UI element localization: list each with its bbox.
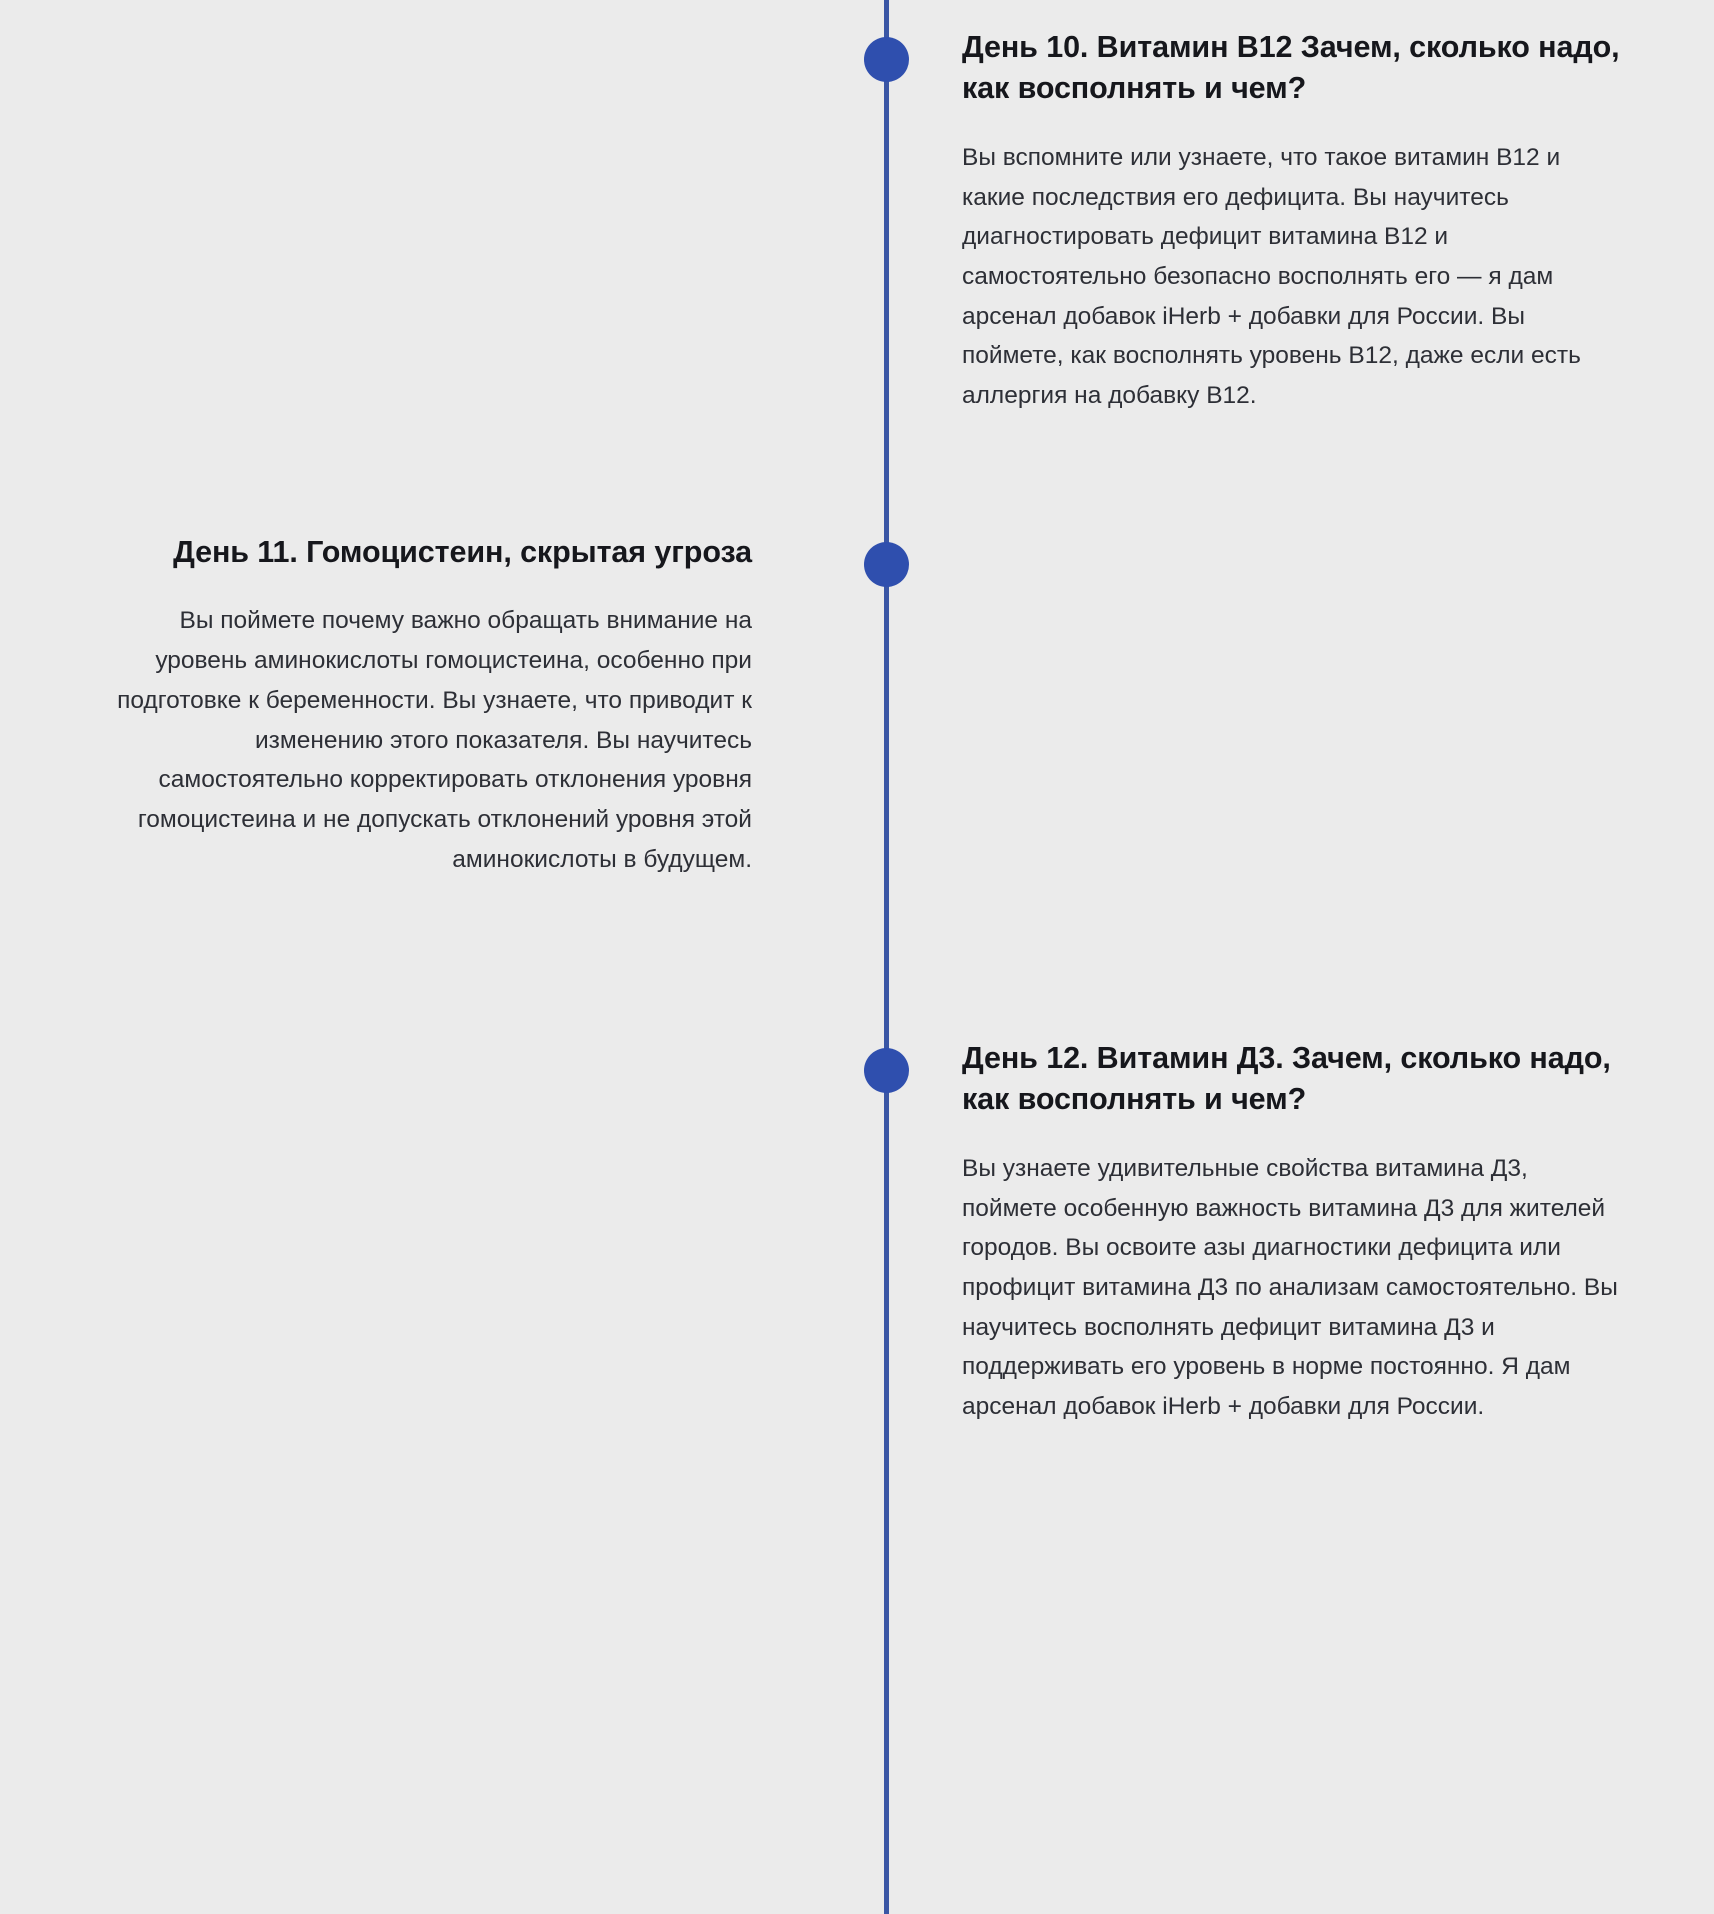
timeline-entry-body: Вы вспомните или узнаете, что такое витамин B12 и какие последствия его дефицита. Вы научитесь диагностировать дефицит витамина B12 и самостоятельно безопасно восполнять его — я дам арсенал добавок iHerb + добавки для России. Вы поймете, как восполнять уровень B12, даже если есть аллергия на добавку B12. bbox=[962, 143, 1581, 410]
timeline-entry-title: День 11. Гомоцистеин, скрытая угроза bbox=[173, 535, 752, 569]
timeline-node-marker bbox=[864, 1048, 909, 1093]
timeline-node-marker bbox=[864, 542, 909, 587]
timeline-entry-body: Вы поймете почему важно обращать внимание на уровень аминокислоты гомоцистеина, особенно при подготовке к беременности. Вы узнаете, что приводит к изменению этого показателя. Вы научитесь самостоятельно корректировать отклонения уровня гомоцистеина и не допускать отклонений уровня этой аминокислоты в будущем. bbox=[117, 607, 752, 873]
timeline-entry bbox=[962, 27, 1622, 416]
timeline-spine bbox=[884, 0, 889, 1914]
timeline-entry-title: День 10. Витамин B12 Зачем, сколько надо, как восполнять и чем? bbox=[962, 30, 1620, 106]
timeline-entry-body: Вы узнаете удивительные свойства витамина Д3, поймете особенную важность витамина Д3 для жителей городов. Вы освоите азы диагностики дефицита или профицит витамина Д3 по анализам самостоятельно. Вы научитесь восполнять дефицит витамина Д3 и поддерживать его уровень в норме постоянно. Я дам арсенал добавок iHerb + добавки для России. bbox=[962, 1154, 1618, 1421]
timeline-entry-title: День 12. Витамин Д3. Зачем, сколько надо, как восполнять и чем? bbox=[962, 1041, 1611, 1117]
timeline-entry bbox=[92, 532, 752, 879]
timeline-node-marker bbox=[864, 37, 909, 82]
timeline-entry bbox=[962, 1038, 1622, 1427]
